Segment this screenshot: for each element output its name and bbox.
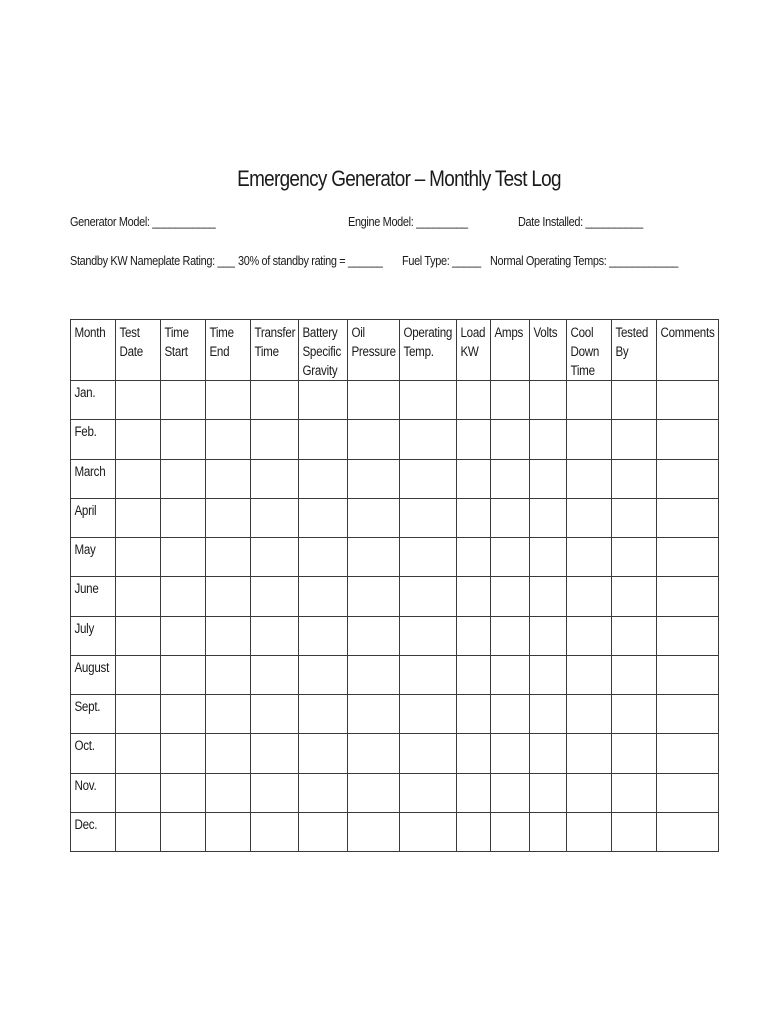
entry-cell[interactable]: [206, 498, 251, 537]
entry-cell[interactable]: [251, 695, 299, 734]
entry-cell[interactable]: [251, 773, 299, 812]
entry-cell[interactable]: [530, 381, 567, 420]
entry-cell[interactable]: [457, 420, 491, 459]
entry-cell[interactable]: [348, 459, 400, 498]
entry-cell[interactable]: [612, 734, 657, 773]
entry-cell[interactable]: [161, 420, 206, 459]
header-label: Operating Temp.: [403, 325, 453, 359]
entry-cell[interactable]: [206, 459, 251, 498]
month-label: March: [74, 463, 106, 479]
entry-cell[interactable]: [251, 616, 299, 655]
month-cell: [71, 695, 116, 734]
entry-cell[interactable]: [612, 459, 657, 498]
month-label: Nov.: [74, 777, 97, 793]
entry-cell[interactable]: [457, 734, 491, 773]
month-cell: [71, 381, 116, 420]
page-title: Emergency Generator – Monthly Test Log: [237, 166, 561, 191]
month-label: August: [74, 659, 110, 675]
entry-cell[interactable]: [530, 695, 567, 734]
entry-cell[interactable]: [400, 812, 457, 851]
entry-cell[interactable]: [530, 577, 567, 616]
table-row: [71, 538, 719, 577]
entry-cell[interactable]: [657, 734, 719, 773]
entry-cell[interactable]: [348, 812, 400, 851]
entry-cell[interactable]: [116, 577, 161, 616]
entry-cell[interactable]: [116, 655, 161, 694]
entry-cell[interactable]: [567, 812, 612, 851]
entry-cell[interactable]: [116, 420, 161, 459]
entry-cell[interactable]: [491, 812, 530, 851]
entry-cell[interactable]: [530, 498, 567, 537]
entry-cell[interactable]: [612, 538, 657, 577]
header-row: [71, 320, 719, 381]
entry-cell[interactable]: [457, 577, 491, 616]
header-label: Time Start: [164, 325, 189, 359]
month-label: Sept.: [74, 699, 101, 714]
standby-30-percent-field: 30% of standby rating = ______: [238, 253, 383, 268]
entry-cell[interactable]: [530, 812, 567, 851]
entry-cell[interactable]: [612, 420, 657, 459]
entry-cell[interactable]: [348, 695, 400, 734]
entry-cell[interactable]: [161, 616, 206, 655]
entry-cell[interactable]: [567, 577, 612, 616]
entry-cell[interactable]: [116, 381, 161, 420]
entry-cell[interactable]: [400, 459, 457, 498]
entry-cell[interactable]: [161, 538, 206, 577]
entry-cell[interactable]: [161, 498, 206, 537]
entry-cell[interactable]: [612, 577, 657, 616]
entry-cell[interactable]: [348, 616, 400, 655]
entry-cell[interactable]: [116, 773, 161, 812]
month-label: Dec.: [74, 816, 98, 832]
entry-cell[interactable]: [161, 773, 206, 812]
month-label: June: [74, 581, 99, 597]
table-row: [71, 655, 719, 694]
entry-cell[interactable]: [491, 616, 530, 655]
header-comments: [657, 320, 719, 381]
entry-cell[interactable]: [567, 381, 612, 420]
header-label: Tested By: [615, 325, 649, 359]
entry-cell[interactable]: [457, 695, 491, 734]
month-cell: [71, 538, 116, 577]
entry-cell[interactable]: [299, 695, 348, 734]
entry-cell[interactable]: [657, 459, 719, 498]
header-oil-pressure: [348, 320, 400, 381]
entry-cell[interactable]: [457, 773, 491, 812]
entry-cell[interactable]: [348, 420, 400, 459]
entry-cell[interactable]: [457, 655, 491, 694]
entry-cell[interactable]: [348, 538, 400, 577]
entry-cell[interactable]: [567, 459, 612, 498]
entry-cell[interactable]: [299, 538, 348, 577]
entry-cell[interactable]: [348, 734, 400, 773]
entry-cell[interactable]: [299, 498, 348, 537]
entry-cell[interactable]: [299, 420, 348, 459]
entry-cell[interactable]: [206, 734, 251, 773]
entry-cell[interactable]: [530, 538, 567, 577]
entry-cell[interactable]: [657, 498, 719, 537]
month-label: May: [74, 542, 96, 557]
test-log-table: [70, 319, 719, 852]
entry-cell[interactable]: [400, 577, 457, 616]
entry-cell[interactable]: [491, 381, 530, 420]
header-time-start: [161, 320, 206, 381]
table-row: [71, 381, 719, 420]
operating-temps-field: Normal Operating Temps: ____________: [490, 253, 679, 268]
entry-cell[interactable]: [299, 381, 348, 420]
entry-cell[interactable]: [116, 538, 161, 577]
entry-cell[interactable]: [567, 498, 612, 537]
entry-cell[interactable]: [457, 616, 491, 655]
month-cell: [71, 616, 116, 655]
header-battery-specific-gravity: [299, 320, 348, 381]
entry-cell[interactable]: [299, 812, 348, 851]
entry-cell[interactable]: [457, 538, 491, 577]
entry-cell[interactable]: [161, 734, 206, 773]
entry-cell[interactable]: [657, 812, 719, 851]
entry-cell[interactable]: [299, 459, 348, 498]
table-row: [71, 616, 719, 655]
entry-cell[interactable]: [299, 577, 348, 616]
entry-cell[interactable]: [161, 812, 206, 851]
entry-cell[interactable]: [567, 420, 612, 459]
entry-cell[interactable]: [251, 538, 299, 577]
header-test-date: [116, 320, 161, 381]
entry-cell[interactable]: [299, 655, 348, 694]
table-row: [71, 812, 719, 851]
entry-cell[interactable]: [348, 498, 400, 537]
entry-cell[interactable]: [206, 812, 251, 851]
entry-cell[interactable]: [657, 420, 719, 459]
header-label: Oil Pressure: [351, 325, 396, 359]
entry-cell[interactable]: [567, 538, 612, 577]
month-label: April: [74, 502, 97, 518]
entry-cell[interactable]: [530, 616, 567, 655]
header-transfer-time: [251, 320, 299, 381]
month-label: Feb.: [74, 424, 97, 440]
entry-cell[interactable]: [657, 616, 719, 655]
entry-cell[interactable]: [457, 459, 491, 498]
entry-cell[interactable]: [348, 381, 400, 420]
table-row: [71, 420, 719, 459]
header-label: Battery Specific Gravity: [302, 325, 342, 378]
entry-cell[interactable]: [657, 695, 719, 734]
entry-cell[interactable]: [400, 381, 457, 420]
entry-cell[interactable]: [206, 616, 251, 655]
month-label: Oct.: [74, 738, 95, 754]
entry-cell[interactable]: [251, 734, 299, 773]
entry-cell[interactable]: [206, 538, 251, 577]
header-label: Amps: [494, 325, 524, 340]
header-label: Load KW: [460, 325, 486, 359]
entry-cell[interactable]: [567, 734, 612, 773]
entry-cell[interactable]: [530, 459, 567, 498]
header-label: Test Date: [119, 325, 143, 359]
entry-cell[interactable]: [161, 381, 206, 420]
entry-cell[interactable]: [612, 812, 657, 851]
entry-cell[interactable]: [657, 655, 719, 694]
header-time-end: [206, 320, 251, 381]
entry-cell[interactable]: [400, 695, 457, 734]
month-cell: [71, 420, 116, 459]
entry-cell[interactable]: [206, 773, 251, 812]
entry-cell[interactable]: [457, 381, 491, 420]
header-label: Month: [74, 325, 106, 340]
generator-model-field: Generator Model: ___________: [70, 214, 216, 229]
entry-cell[interactable]: [612, 655, 657, 694]
entry-cell[interactable]: [251, 655, 299, 694]
entry-cell[interactable]: [657, 773, 719, 812]
entry-cell[interactable]: [491, 695, 530, 734]
entry-cell[interactable]: [161, 459, 206, 498]
entry-cell[interactable]: [612, 498, 657, 537]
entry-cell[interactable]: [657, 381, 719, 420]
header-operating-temp: [400, 320, 457, 381]
entry-cell[interactable]: [206, 577, 251, 616]
month-cell: [71, 655, 116, 694]
entry-cell[interactable]: [567, 773, 612, 812]
month-label: Jan.: [74, 385, 96, 400]
entry-cell[interactable]: [348, 577, 400, 616]
fuel-type-field: Fuel Type: _____: [402, 253, 481, 268]
table-row: [71, 695, 719, 734]
month-cell: [71, 577, 116, 616]
entry-cell[interactable]: [348, 655, 400, 694]
entry-cell[interactable]: [491, 655, 530, 694]
entry-cell[interactable]: [491, 577, 530, 616]
header-label: Cool Down Time: [570, 325, 600, 378]
entry-cell[interactable]: [400, 420, 457, 459]
entry-cell[interactable]: [400, 734, 457, 773]
header-load-kw: [457, 320, 491, 381]
header-label: Transfer Time: [254, 325, 296, 359]
header-label: Volts: [533, 325, 558, 340]
entry-cell[interactable]: [457, 812, 491, 851]
entry-cell[interactable]: [299, 773, 348, 812]
header-label: Comments: [660, 325, 715, 340]
entry-cell[interactable]: [299, 616, 348, 655]
entry-cell[interactable]: [116, 695, 161, 734]
entry-cell[interactable]: [116, 459, 161, 498]
entry-cell[interactable]: [400, 498, 457, 537]
entry-cell[interactable]: [400, 538, 457, 577]
table-row: [71, 459, 719, 498]
entry-cell[interactable]: [491, 459, 530, 498]
entry-cell[interactable]: [612, 616, 657, 655]
standby-kw-rating-field: Standby KW Nameplate Rating: ___: [70, 253, 235, 268]
entry-cell[interactable]: [657, 577, 719, 616]
entry-cell[interactable]: [612, 695, 657, 734]
entry-cell[interactable]: [400, 616, 457, 655]
entry-cell[interactable]: [251, 577, 299, 616]
entry-cell[interactable]: [491, 498, 530, 537]
entry-cell[interactable]: [161, 577, 206, 616]
entry-cell[interactable]: [567, 616, 612, 655]
entry-cell[interactable]: [491, 420, 530, 459]
entry-cell[interactable]: [116, 616, 161, 655]
header-amps: [491, 320, 530, 381]
month-cell: [71, 734, 116, 773]
entry-cell[interactable]: [491, 538, 530, 577]
entry-cell[interactable]: [206, 381, 251, 420]
entry-cell[interactable]: [567, 655, 612, 694]
table-row: [71, 498, 719, 537]
entry-cell[interactable]: [530, 734, 567, 773]
month-cell: [71, 498, 116, 537]
table-row: [71, 773, 719, 812]
entry-cell[interactable]: [530, 773, 567, 812]
month-cell: [71, 812, 116, 851]
entry-cell[interactable]: [400, 773, 457, 812]
entry-cell[interactable]: [251, 498, 299, 537]
date-installed-field: Date Installed: __________: [518, 214, 643, 229]
month-label: July: [74, 620, 95, 636]
header-cool-down-time: [567, 320, 612, 381]
entry-cell[interactable]: [116, 812, 161, 851]
entry-cell[interactable]: [457, 498, 491, 537]
entry-cell[interactable]: [530, 655, 567, 694]
entry-cell[interactable]: [612, 381, 657, 420]
entry-cell[interactable]: [491, 734, 530, 773]
entry-cell[interactable]: [206, 420, 251, 459]
entry-cell[interactable]: [400, 655, 457, 694]
table-row: [71, 577, 719, 616]
entry-cell[interactable]: [530, 420, 567, 459]
table-row: [71, 734, 719, 773]
entry-cell[interactable]: [251, 459, 299, 498]
header-label: Time End: [209, 325, 234, 359]
entry-cell[interactable]: [161, 655, 206, 694]
entry-cell[interactable]: [251, 420, 299, 459]
header-month: [71, 320, 116, 381]
entry-cell[interactable]: [161, 695, 206, 734]
month-cell: [71, 773, 116, 812]
entry-cell[interactable]: [116, 498, 161, 537]
entry-cell[interactable]: [612, 773, 657, 812]
month-cell: [71, 459, 116, 498]
entry-cell[interactable]: [251, 381, 299, 420]
entry-cell[interactable]: [206, 655, 251, 694]
entry-cell[interactable]: [251, 812, 299, 851]
engine-model-field: Engine Model: _________: [348, 214, 468, 229]
entry-cell[interactable]: [299, 734, 348, 773]
entry-cell[interactable]: [348, 773, 400, 812]
entry-cell[interactable]: [116, 734, 161, 773]
entry-cell[interactable]: [206, 695, 251, 734]
entry-cell[interactable]: [657, 538, 719, 577]
entry-cell[interactable]: [491, 773, 530, 812]
entry-cell[interactable]: [567, 695, 612, 734]
header-tested-by: [612, 320, 657, 381]
header-volts: [530, 320, 567, 381]
